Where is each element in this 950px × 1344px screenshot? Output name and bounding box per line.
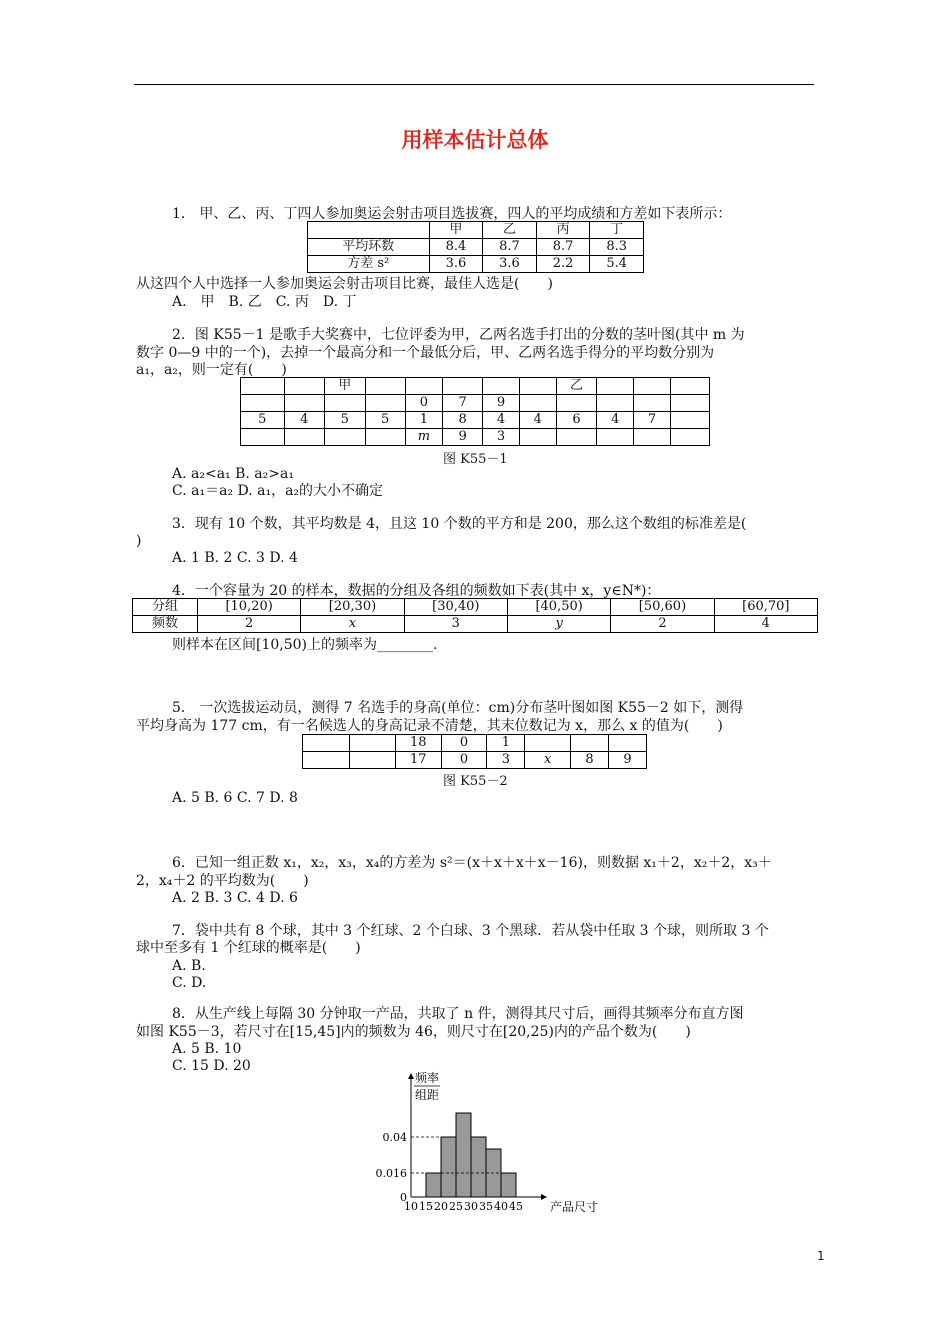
stem-leaf-cell: 1 bbox=[405, 412, 442, 429]
q7-stem-2: 球中至多有 1 个红球的概率是( ) bbox=[136, 940, 361, 956]
q1-cell: 8.3 bbox=[590, 239, 644, 256]
q2-caption: 图 K55－1 bbox=[443, 452, 508, 467]
stem-leaf-cell bbox=[670, 378, 709, 395]
q7-options-2: C. D. bbox=[172, 975, 207, 991]
q7-stem-1: 7．袋中共有 8 个球，其中 3 个红球、2 个白球、3 个黑球．若从袋中任取 3 个球，则所取 3 个 bbox=[172, 923, 769, 939]
stem-leaf-cell bbox=[365, 378, 405, 395]
q1-corner bbox=[308, 222, 430, 239]
stem-leaf-cell bbox=[350, 735, 395, 752]
q1-header: 丁 bbox=[590, 222, 644, 239]
q1-cell: 3.6 bbox=[429, 256, 483, 273]
q8-options-2: C. 15 D. 20 bbox=[172, 1058, 251, 1074]
stem-leaf-cell bbox=[284, 395, 324, 412]
stem-leaf-cell: 8 bbox=[571, 752, 609, 769]
q4-group: [60,70] bbox=[714, 599, 817, 616]
stem-leaf-cell: 4 bbox=[284, 412, 324, 429]
y-tick-label: 0 bbox=[400, 1191, 407, 1204]
q4-freq: y bbox=[507, 616, 610, 633]
stem-leaf-cell bbox=[483, 378, 520, 395]
stem-leaf-cell bbox=[324, 429, 365, 446]
stem-leaf-cell bbox=[556, 395, 597, 412]
q2-stem-2: 数字 0—9 中的一个)，去掉一个最高分和一个最低分后，甲、乙两名选手得分的平均数分别为 bbox=[136, 345, 715, 361]
stem-leaf-cell bbox=[634, 378, 671, 395]
q1-row-label: 方差 s² bbox=[308, 256, 430, 273]
q2-stem-leaf-table bbox=[240, 377, 710, 446]
y-tick-label: 0.016 bbox=[375, 1167, 407, 1180]
q5-stem-1: 5． 一次选拔运动员，测得 7 名选手的身高(单位：cm)分布茎叶图如图 K55－2 如下，测得 bbox=[172, 700, 744, 716]
q8-options-1: A. 5 B. 10 bbox=[172, 1041, 242, 1057]
stem-leaf-cell: m bbox=[405, 429, 442, 446]
stem-leaf-cell bbox=[571, 735, 609, 752]
q1-table bbox=[307, 221, 644, 273]
histogram-bar bbox=[471, 1137, 486, 1197]
q2-stem-3: a₁，a₂，则一定有( ) bbox=[136, 362, 287, 378]
q3-stem-cont: ) bbox=[136, 533, 142, 549]
q4-stem: 4．一个容量为 20 的样本，数据的分组及各组的频数如下表(其中 x，y∈N*)： bbox=[172, 583, 661, 599]
q2-options-2: C. a₁＝a₂ D. a₁，a₂的大小不确定 bbox=[172, 483, 384, 499]
stem-leaf-cell bbox=[241, 378, 285, 395]
stem-leaf-cell bbox=[519, 378, 556, 395]
q4-header-label: 分组 bbox=[133, 599, 198, 616]
page-number: 1 bbox=[817, 1249, 825, 1263]
stem-leaf-cell: 0 bbox=[405, 395, 442, 412]
stem-leaf-cell bbox=[608, 735, 646, 752]
page-title: 用样本估计总体 bbox=[401, 128, 549, 152]
q1-header: 丙 bbox=[536, 222, 590, 239]
q4-freq: 4 bbox=[714, 616, 817, 633]
stem-leaf-cell: 7 bbox=[443, 395, 483, 412]
stem-leaf-cell: 4 bbox=[519, 412, 556, 429]
stem-leaf-cell bbox=[519, 429, 556, 446]
q2-options-1: A. a₂<a₁ B. a₂>a₁ bbox=[172, 466, 294, 482]
stem-leaf-cell: 8 bbox=[443, 412, 483, 429]
q6-stem-2: 2，x₄＋2 的平均数为( ) bbox=[136, 873, 309, 889]
q1-question: 从这四个人中选择一人参加奥运会射击项目比赛，最佳人选是( ) bbox=[136, 276, 553, 292]
q1-cell: 8.7 bbox=[483, 239, 537, 256]
stem-leaf-cell: 甲 bbox=[324, 378, 365, 395]
stem-leaf-cell: 6 bbox=[556, 412, 597, 429]
q4-freq: 2 bbox=[198, 616, 301, 633]
stem-leaf-cell: 9 bbox=[483, 395, 520, 412]
stem-leaf-cell bbox=[284, 429, 324, 446]
q5-stem-leaf-table bbox=[302, 734, 647, 769]
stem-leaf-cell: 0 bbox=[441, 735, 487, 752]
q1-cell: 3.6 bbox=[483, 256, 537, 273]
q7-options-1: A. B. bbox=[172, 958, 206, 974]
q4-frequency-table bbox=[132, 598, 818, 633]
x-tick-label: 25 bbox=[449, 1200, 463, 1213]
stem-leaf-cell bbox=[365, 395, 405, 412]
stem-leaf-cell bbox=[405, 378, 442, 395]
q1-stem: 1． 甲、乙、丙、丁四人参加奥运会射击项目选拔赛，四人的平均成绩和方差如下表所示： bbox=[172, 206, 732, 222]
stem-leaf-cell: 9 bbox=[443, 429, 483, 446]
q4-freq: 3 bbox=[404, 616, 507, 633]
q1-options: A. 甲 B. 乙 C. 丙 D. 丁 bbox=[172, 294, 357, 310]
stem-leaf-cell bbox=[519, 395, 556, 412]
x-tick-label: 15 bbox=[419, 1200, 433, 1213]
q4-group: [10,20) bbox=[198, 599, 301, 616]
stem-leaf-cell bbox=[670, 412, 709, 429]
stem-leaf-cell bbox=[241, 395, 285, 412]
q4-group: [20,30) bbox=[301, 599, 404, 616]
x-tick-label: 45 bbox=[509, 1200, 523, 1213]
histogram-bar bbox=[441, 1137, 456, 1197]
stem-leaf-cell: 5 bbox=[241, 412, 285, 429]
q1-header: 甲 bbox=[429, 222, 483, 239]
stem-leaf-cell bbox=[556, 429, 597, 446]
q8-stem-2: 如图 K55－3，若尺寸在[15,45]内的频数为 46，则尺寸在[20,25)内的产品个数为( ) bbox=[136, 1024, 691, 1040]
histogram-bar bbox=[501, 1173, 516, 1197]
stem-leaf-cell: 1 bbox=[487, 735, 525, 752]
q4-question: 则样本在区间[10,50)上的频率为________. bbox=[172, 637, 438, 653]
q6-stem-1: 6．已知一组正数 x₁，x₂，x₃，x₄的方差为 s²＝(x＋x＋x＋x－16)，则数据 x₁＋2，x₂＋2，x₃＋ bbox=[172, 855, 772, 871]
q4-group: [50,60) bbox=[611, 599, 714, 616]
histogram-bar bbox=[456, 1113, 471, 1197]
q1-cell: 5.4 bbox=[590, 256, 644, 273]
stem-leaf-cell: x bbox=[525, 752, 571, 769]
q4-freq-label: 频数 bbox=[133, 616, 198, 633]
q5-caption: 图 K55－2 bbox=[443, 774, 508, 789]
stem-leaf-cell: 9 bbox=[608, 752, 646, 769]
y-tick-label: 0.04 bbox=[382, 1131, 407, 1144]
histogram-bar bbox=[426, 1173, 441, 1197]
stem-leaf-cell bbox=[597, 395, 634, 412]
x-tick-label: 30 bbox=[464, 1200, 478, 1213]
stem-leaf-cell: 4 bbox=[483, 412, 520, 429]
stem-leaf-cell: 3 bbox=[483, 429, 520, 446]
stem-leaf-cell bbox=[670, 429, 709, 446]
q8-stem-1: 8．从生产线上每隔 30 分钟取一产品，共取了 n 件，测得其尺寸后，画得其频率分布直方图 bbox=[172, 1006, 744, 1022]
x-tick-label: 20 bbox=[434, 1200, 448, 1213]
stem-leaf-cell bbox=[303, 735, 350, 752]
stem-leaf-cell: 18 bbox=[395, 735, 441, 752]
q1-cell: 8.4 bbox=[429, 239, 483, 256]
header-rule bbox=[134, 84, 814, 85]
q1-row-label: 平均环数 bbox=[308, 239, 430, 256]
x-axis-label: 产品尺寸 bbox=[550, 1200, 599, 1214]
stem-leaf-cell bbox=[241, 429, 285, 446]
q4-group: [30,40) bbox=[404, 599, 507, 616]
q2-stem-1: 2．图 K55－1 是歌手大奖赛中，七位评委为甲，乙两名选手打出的分数的茎叶图(其中 m 为 bbox=[172, 327, 745, 343]
stem-leaf-cell bbox=[350, 752, 395, 769]
q5-stem-2: 平均身高为 177 cm，有一名候选人的身高记录不清楚，其末位数记为 x，那么 x 的值为( ) bbox=[136, 718, 723, 734]
frequency-histogram bbox=[370, 1066, 620, 1216]
y-axis-label-bottom: 组距 bbox=[415, 1088, 440, 1102]
stem-leaf-cell: 7 bbox=[634, 412, 671, 429]
stem-leaf-cell: 4 bbox=[597, 412, 634, 429]
q6-options: A. 2 B. 3 C. 4 D. 6 bbox=[172, 890, 298, 906]
q4-freq: x bbox=[301, 616, 404, 633]
q5-options: A. 5 B. 6 C. 7 D. 8 bbox=[172, 790, 298, 806]
x-tick-label: 10 bbox=[404, 1200, 418, 1213]
stem-leaf-cell bbox=[597, 378, 634, 395]
stem-leaf-cell bbox=[443, 378, 483, 395]
q1-cell: 8.7 bbox=[536, 239, 590, 256]
q4-freq: 2 bbox=[611, 616, 714, 633]
stem-leaf-cell bbox=[634, 395, 671, 412]
q3-options: A. 1 B. 2 C. 3 D. 4 bbox=[172, 550, 298, 566]
x-tick-label: 40 bbox=[494, 1200, 508, 1213]
stem-leaf-cell bbox=[525, 735, 571, 752]
stem-leaf-cell: 5 bbox=[324, 412, 365, 429]
q4-group: [40,50) bbox=[507, 599, 610, 616]
stem-leaf-cell bbox=[670, 395, 709, 412]
q3-stem: 3．现有 10 个数，其平均数是 4，且这 10 个数的平方和是 200，那么这个数组的标准差是( bbox=[172, 516, 747, 532]
stem-leaf-cell bbox=[634, 429, 671, 446]
y-axis-label-top: 频率 bbox=[415, 1071, 440, 1085]
stem-leaf-cell: 乙 bbox=[556, 378, 597, 395]
q1-header: 乙 bbox=[483, 222, 537, 239]
stem-leaf-cell bbox=[597, 429, 634, 446]
stem-leaf-cell bbox=[365, 429, 405, 446]
stem-leaf-cell bbox=[303, 752, 350, 769]
stem-leaf-cell: 0 bbox=[441, 752, 487, 769]
stem-leaf-cell bbox=[284, 378, 324, 395]
stem-leaf-cell: 3 bbox=[487, 752, 525, 769]
q1-cell: 2.2 bbox=[536, 256, 590, 273]
x-tick-label: 35 bbox=[479, 1200, 493, 1213]
stem-leaf-cell: 5 bbox=[365, 412, 405, 429]
stem-leaf-cell: 17 bbox=[395, 752, 441, 769]
stem-leaf-cell bbox=[324, 395, 365, 412]
